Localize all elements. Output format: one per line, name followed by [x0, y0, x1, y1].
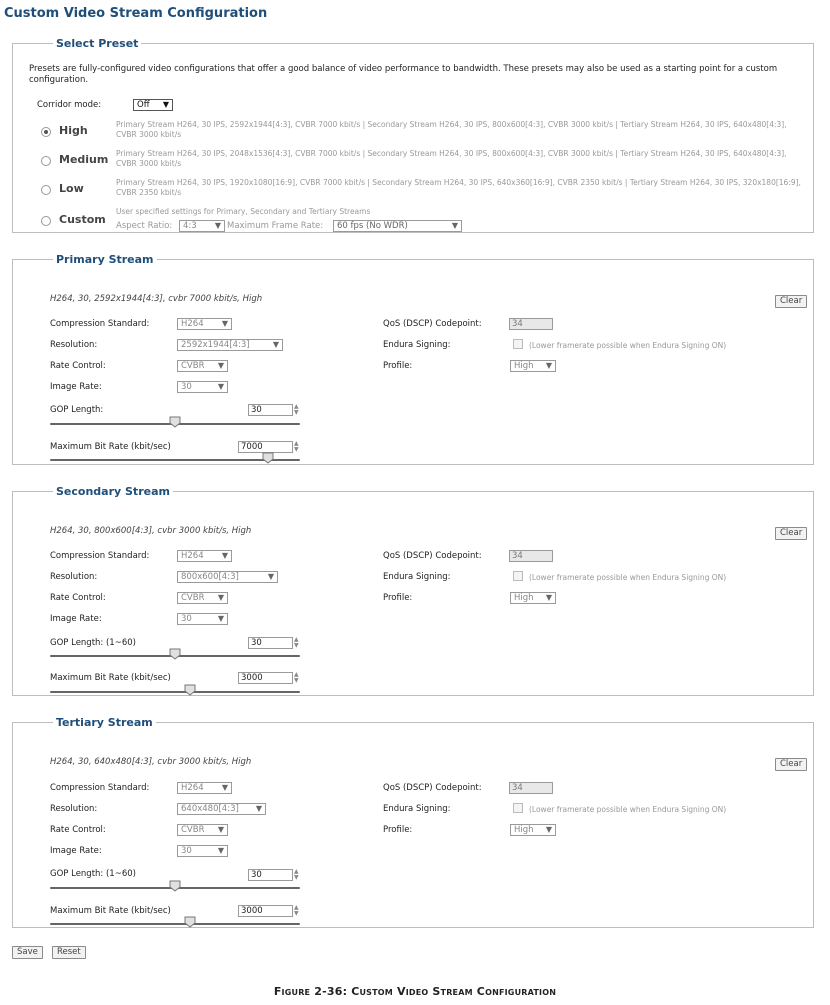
rate-control-label: Rate Control: [50, 361, 106, 371]
chevron-down-icon: ▼ [217, 593, 224, 602]
primary-profile-select[interactable]: High ▼ [510, 360, 556, 372]
compression-label: Compression Standard: [50, 319, 150, 329]
secondary-profile-select[interactable]: High ▼ [510, 592, 556, 604]
primary-resolution-select[interactable]: 2592x1944[4:3] ▼ [177, 339, 283, 351]
primary-gop-slider-thumb[interactable] [169, 416, 181, 428]
endura-note: (Lower framerate possible when Endura Signing ON) [529, 805, 727, 814]
secondary-endura-checkbox[interactable] [513, 571, 523, 581]
tertiary-clear-button[interactable]: Clear [775, 758, 807, 771]
tertiary-qos-input[interactable]: 34 [509, 782, 553, 794]
secondary-image-rate-select[interactable]: 30 ▼ [177, 613, 228, 625]
gop-length-label: GOP Length: (1~60) [50, 638, 136, 648]
tertiary-gop-input[interactable]: 30 [248, 869, 293, 881]
chevron-down-icon: ▼ [221, 551, 228, 560]
secondary-stream-panel [12, 485, 814, 696]
chevron-down-icon: ▼ [162, 100, 169, 109]
page-title: Custom Video Stream Configuration [4, 6, 268, 21]
chevron-down-icon: ▼ [217, 825, 224, 834]
secondary-qos-input[interactable]: 34 [509, 550, 553, 562]
chevron-down-icon: ▼ [221, 319, 228, 328]
spinner-arrows-icon[interactable]: ▲ ▼ [294, 671, 299, 684]
select-preset-legend: Select Preset [56, 37, 139, 50]
secondary-clear-button[interactable]: Clear [775, 527, 807, 540]
preset-custom-desc: User specified settings for Primary, Secondary and Tertiary Streams [116, 207, 371, 216]
endura-label: Endura Signing: [383, 804, 451, 814]
primary-clear-button[interactable]: Clear [775, 295, 807, 308]
corridor-mode-label: Corridor mode: [37, 100, 102, 110]
qos-label: QoS (DSCP) Codepoint: [383, 551, 482, 561]
tertiary-profile-select[interactable]: High ▼ [510, 824, 556, 836]
spinner-arrows-icon[interactable]: ▲ ▼ [294, 904, 299, 917]
chevron-down-icon: ▼ [217, 614, 224, 623]
secondary-bitrate-slider-track[interactable] [50, 691, 300, 693]
aspect-ratio-label: Aspect Ratio: [116, 221, 173, 231]
resolution-label: Resolution: [50, 804, 98, 814]
secondary-bitrate-slider-thumb[interactable] [184, 684, 196, 696]
secondary-stream-summary: H264, 30, 800x600[4:3], cvbr 3000 kbit/s, High [50, 526, 252, 536]
resolution-label: Resolution: [50, 572, 98, 582]
primary-qos-input[interactable]: 34 [509, 318, 553, 330]
tertiary-resolution-select[interactable]: 640x480[4:3] ▼ [177, 803, 266, 815]
tertiary-stream-legend: Tertiary Stream [56, 716, 153, 729]
chevron-down-icon: ▼ [545, 361, 552, 370]
max-bitrate-label: Maximum Bit Rate (kbit/sec) [50, 673, 171, 683]
spinner-arrows-icon[interactable]: ▲ ▼ [294, 440, 299, 453]
max-frame-rate-label: Maximum Frame Rate: [227, 221, 324, 231]
chevron-down-icon: ▼ [221, 783, 228, 792]
profile-label: Profile: [383, 593, 413, 603]
preset-low-radio[interactable] [41, 185, 51, 195]
secondary-gop-input[interactable]: 30 [248, 637, 293, 649]
image-rate-label: Image Rate: [50, 382, 102, 392]
tertiary-compression-select[interactable]: H264 ▼ [177, 782, 232, 794]
chevron-down-icon: ▼ [214, 221, 221, 230]
preset-custom-radio[interactable] [41, 216, 51, 226]
secondary-bitrate-input[interactable]: 3000 [238, 672, 293, 684]
gop-length-label: GOP Length: [50, 405, 104, 415]
primary-compression-select[interactable]: H264 ▼ [177, 318, 232, 330]
chevron-down-icon: ▼ [217, 382, 224, 391]
primary-rate-control-select[interactable]: CVBR ▼ [177, 360, 228, 372]
spinner-arrows-icon[interactable]: ▲ ▼ [294, 403, 299, 416]
corridor-mode-select[interactable]: Off ▼ [133, 99, 173, 111]
select-preset-panel [12, 37, 814, 233]
endura-note: (Lower framerate possible when Endura Signing ON) [529, 341, 727, 350]
spinner-arrows-icon[interactable]: ▲ ▼ [294, 636, 299, 649]
preset-custom-label: Custom [59, 213, 106, 226]
preset-low-label: Low [59, 182, 84, 195]
secondary-gop-slider-thumb[interactable] [169, 648, 181, 660]
compression-label: Compression Standard: [50, 551, 150, 561]
preset-low-desc: Primary Stream H264, 30 IPS, 1920x1080[16:9], CVBR 7000 kbit/s | Secondary Stream H264, 30 IPS, 640x360[16:9], CVBR 2350 kbit/s | Tertiary Stream H264, 30 IPS, 320x180[16:9], CVBR 2350 kbit/s [116, 178, 801, 197]
primary-stream-panel [12, 253, 814, 465]
spinner-arrows-icon[interactable]: ▲ ▼ [294, 868, 299, 881]
chevron-down-icon: ▼ [272, 340, 279, 349]
tertiary-bitrate-slider-track[interactable] [50, 923, 300, 925]
primary-bitrate-slider-thumb[interactable] [262, 452, 274, 464]
qos-label: QoS (DSCP) Codepoint: [383, 783, 482, 793]
secondary-resolution-select[interactable]: 800x600[4:3] ▼ [177, 571, 278, 583]
tertiary-image-rate-select[interactable]: 30 ▼ [177, 845, 228, 857]
tertiary-stream-summary: H264, 30, 640x480[4:3], cvbr 3000 kbit/s, High [50, 757, 252, 767]
rate-control-label: Rate Control: [50, 593, 106, 603]
preset-medium-radio[interactable] [41, 156, 51, 166]
tertiary-bitrate-input[interactable]: 3000 [238, 905, 293, 917]
preset-medium-desc: Primary Stream H264, 30 IPS, 2048x1536[4:3], CVBR 7000 kbit/s | Secondary Stream H264, 30 IPS, 800x600[4:3], CVBR 3000 kbit/s | Tertiary Stream H264, 30 IPS, 640x480[4:3], CVBR 3000 kbit/s [116, 149, 787, 168]
image-rate-label: Image Rate: [50, 614, 102, 624]
image-rate-label: Image Rate: [50, 846, 102, 856]
chevron-down-icon: ▼ [451, 221, 458, 230]
chevron-down-icon: ▼ [545, 825, 552, 834]
primary-image-rate-select[interactable]: 30 ▼ [177, 381, 228, 393]
resolution-label: Resolution: [50, 340, 98, 350]
chevron-down-icon: ▼ [255, 804, 262, 813]
endura-note: (Lower framerate possible when Endura Signing ON) [529, 573, 727, 582]
rate-control-label: Rate Control: [50, 825, 106, 835]
chevron-down-icon: ▼ [217, 846, 224, 855]
tertiary-endura-checkbox[interactable] [513, 803, 523, 813]
primary-stream-summary: H264, 30, 2592x1944[4:3], cvbr 7000 kbit/s, High [50, 294, 263, 304]
primary-stream-legend: Primary Stream [56, 253, 154, 266]
max-bitrate-label: Maximum Bit Rate (kbit/sec) [50, 442, 171, 452]
secondary-rate-control-select[interactable]: CVBR ▼ [177, 592, 228, 604]
reset-button[interactable]: Reset [52, 946, 86, 959]
preset-high-label: High [59, 124, 88, 137]
tertiary-stream-panel [12, 716, 814, 928]
primary-endura-checkbox[interactable] [513, 339, 523, 349]
tertiary-gop-slider-thumb[interactable] [169, 880, 181, 892]
preset-medium-label: Medium [59, 153, 109, 166]
chevron-down-icon: ▼ [217, 361, 224, 370]
aspect-ratio-select[interactable]: 4:3 ▼ [179, 220, 225, 232]
max-bitrate-label: Maximum Bit Rate (kbit/sec) [50, 906, 171, 916]
primary-gop-input[interactable]: 30 [248, 404, 293, 416]
chevron-down-icon: ▼ [545, 593, 552, 602]
figure-caption: Figure 2-36: Custom Video Stream Configuration [273, 985, 557, 998]
profile-label: Profile: [383, 825, 413, 835]
preset-high-radio[interactable] [41, 127, 51, 137]
compression-label: Compression Standard: [50, 783, 150, 793]
preset-intro: Presets are fully-configured video configurations that offer a good balance of video performance to bandwidth. These presets may also be used as a starting point for a custom configuration. [29, 64, 778, 85]
tertiary-rate-control-select[interactable]: CVBR ▼ [177, 824, 228, 836]
max-frame-rate-select[interactable]: 60 fps (No WDR) ▼ [333, 220, 462, 232]
primary-bitrate-input[interactable]: 7000 [238, 441, 293, 453]
profile-label: Profile: [383, 361, 413, 371]
qos-label: QoS (DSCP) Codepoint: [383, 319, 482, 329]
secondary-stream-legend: Secondary Stream [56, 485, 170, 498]
endura-label: Endura Signing: [383, 572, 451, 582]
chevron-down-icon: ▼ [267, 572, 274, 581]
preset-high-desc: Primary Stream H264, 30 IPS, 2592x1944[4:3], CVBR 7000 kbit/s | Secondary Stream H264, 30 IPS, 800x600[4:3], CVBR 3000 kbit/s | Tertiary Stream H264, 30 IPS, 640x480[4:3], CVBR 3000 kbit/s [116, 120, 787, 139]
secondary-compression-select[interactable]: H264 ▼ [177, 550, 232, 562]
tertiary-bitrate-slider-thumb[interactable] [184, 916, 196, 928]
endura-label: Endura Signing: [383, 340, 451, 350]
save-button[interactable]: Save [12, 946, 43, 959]
gop-length-label: GOP Length: (1~60) [50, 869, 136, 879]
